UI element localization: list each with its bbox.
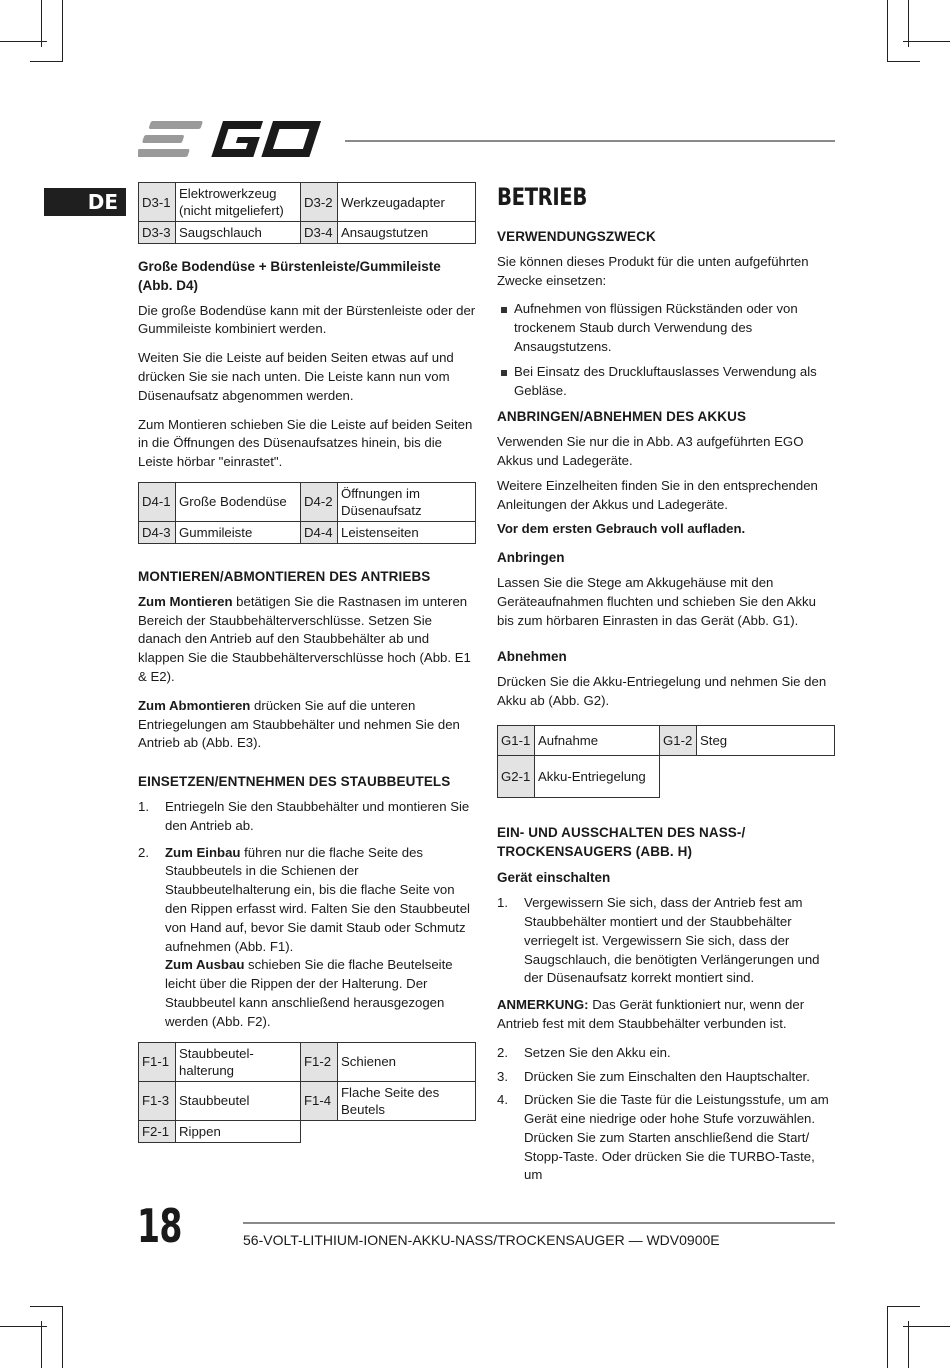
- note-label: ANMERKUNG:: [497, 997, 589, 1013]
- list-item: [497, 1091, 835, 1185]
- step-text: Entriegeln Sie den Staubbehälter und montieren Sie den Antrieb ab.: [165, 798, 470, 833]
- step-number: 2.: [138, 844, 149, 860]
- ego-logo-graphic: [138, 118, 328, 162]
- section-heading: VERWENDUNGSZWECK: [497, 229, 656, 244]
- part-code: F1-2: [301, 1042, 338, 1081]
- step-list: [497, 894, 835, 988]
- section-heading: MONTIEREN/ABMONTIEREN DES ANTRIEBS: [138, 568, 431, 584]
- step-text: führen nur die flache Seite des Staubbeutels in die Schienen der Staubbeutelhalterung ein, bis die flache Seite von den Rippen erfasst wird. Falten Sie den Staubbeutel von Hand auf, bevor Sie damit Staub oder Schmutz aufnehmen (Abb. F1).: [165, 844, 470, 954]
- list-item: [497, 894, 835, 988]
- part-code: D3-4: [301, 222, 338, 244]
- paragraph: [497, 520, 835, 539]
- step-number: 1.: [138, 798, 149, 814]
- crop-mark: [62, 1306, 63, 1368]
- crop-mark: [887, 1306, 920, 1307]
- emphasis: Vor dem ersten Gebrauch voll aufladen.: [497, 521, 746, 537]
- section-heading: Große Bodendüse + Bürstenleiste/Gummileiste (Abb. D4): [138, 259, 441, 293]
- crop-mark: [887, 0, 888, 62]
- step-number: 1.: [497, 895, 508, 911]
- part-label: Gummileiste: [176, 521, 301, 543]
- part-label: Schienen: [338, 1042, 476, 1081]
- table-row: [139, 482, 476, 521]
- subsection-heading: Abnehmen: [497, 649, 567, 665]
- subsection-heading: Anbringen: [497, 550, 565, 566]
- section-heading: ANBRINGEN/ABNEHMEN DES AKKUS: [497, 409, 747, 425]
- emphasis: Zum Einbau: [165, 844, 241, 860]
- step-number: 3.: [497, 1068, 508, 1084]
- part-code: D4-4: [301, 521, 338, 543]
- step-text: schieben Sie die flache Beutelseite leicht über die Rippen der der Halterung. Der Staubbeutel kann anschließend herausgezogen werden (Abb. F2).: [165, 957, 453, 1029]
- crop-mark: [887, 1306, 888, 1368]
- part-code: G2-1: [498, 755, 535, 797]
- part-code: D4-1: [139, 482, 176, 521]
- part-label: Leistenseiten: [338, 521, 476, 543]
- crop-mark: [62, 0, 63, 62]
- table-row: [139, 183, 476, 222]
- paragraph-text: betätigen Sie die Rastnasen im unteren Bereich der Staubbehälterverschlüsse. Setzen Sie danach den Antrieb auf den Staubbehälter ab und klappen Sie die Staubbehälterverschlüsse hoch (Abb. E1 & E2).: [138, 593, 471, 684]
- part-label: Elektrowerkzeug (nicht mitgeliefert): [176, 183, 301, 222]
- part-code: D4-2: [301, 482, 338, 521]
- step-number: 4.: [497, 1092, 508, 1108]
- part-label: Flache Seite des Beutels: [338, 1081, 476, 1120]
- part-label: Große Bodendüse: [176, 482, 301, 521]
- list-item: [497, 1044, 835, 1063]
- crop-mark: [0, 41, 47, 42]
- crop-mark: [30, 61, 63, 62]
- step-list: [138, 798, 476, 1032]
- part-code: D4-3: [139, 521, 176, 543]
- section-heading: EINSETZEN/ENTNEHMEN DES STAUBBEUTELS: [138, 774, 451, 790]
- part-code: F2-1: [139, 1120, 176, 1142]
- paragraph: Drücken Sie die Akku-Entriegelung und nehmen Sie den Akku ab (Abb. G2).: [497, 674, 827, 708]
- table-row: [498, 725, 835, 755]
- parts-table-d3: [138, 182, 476, 244]
- part-code: G1-2: [660, 725, 697, 755]
- crop-mark: [41, 1321, 42, 1368]
- paragraph: Weitere Einzelheiten finden Sie in den entsprechenden Anleitungen der Akkus und Ladegeräte.: [497, 477, 818, 512]
- note-text: Das Gerät funktioniert nur, wenn der Antrieb fest mit dem Staubbehälter verbunden ist.: [497, 997, 805, 1031]
- paragraph: Verwenden Sie nur die in Abb. A3 aufgeführten EGO Akkus und Ladegeräte.: [497, 434, 804, 468]
- crop-mark: [41, 0, 42, 47]
- part-code: D3-3: [139, 222, 176, 244]
- page-number: 18: [137, 1199, 182, 1253]
- crop-mark: [908, 1321, 909, 1368]
- part-code: G1-1: [498, 725, 535, 755]
- step-list: [497, 1044, 835, 1186]
- table-row: [139, 1081, 476, 1120]
- step-text: Vergewissern Sie sich, dass der Antrieb fest am Staubbehälter montiert und der Staubbehälter verriegelt ist. Vergewissern Sie sich, dass der Saugschlauch, die benötigten Verlängerungen und der Düsenaufsatz korrekt montiert sind.: [524, 895, 820, 986]
- part-label: Ansaugstutzen: [338, 222, 476, 244]
- table-row: [139, 521, 476, 543]
- part-label: Staubbeutel-halterung: [176, 1042, 301, 1081]
- paragraph: Die große Bodendüse kann mit der Bürstenleiste oder der Gummileiste kombiniert werden.: [138, 302, 476, 337]
- parts-table-g: [497, 725, 835, 798]
- crop-mark: [0, 1326, 47, 1327]
- part-code: D3-2: [301, 183, 338, 222]
- part-label: Rippen: [176, 1120, 301, 1142]
- footer-title: 56-VOLT-LITHIUM-IONEN-AKKU-NASS/TROCKENSAUGER — WDV0900E: [243, 1232, 720, 1248]
- table-row: [139, 1120, 476, 1142]
- footer-rule: [243, 1222, 835, 1224]
- subsection-heading: Gerät einschalten: [497, 870, 611, 886]
- parts-table-f: [138, 1042, 476, 1143]
- right-column: [497, 182, 835, 1195]
- crop-mark: [903, 1326, 950, 1327]
- paragraph: [138, 697, 476, 753]
- part-label: Aufnahme: [535, 725, 660, 755]
- paragraph: Lassen Sie die Stege am Akkugehäuse mit den Geräteaufnahmen fluchten und schieben Sie den Akku bis zum hörbaren Einrasten in das Gerät (Abb. G1).: [497, 574, 816, 628]
- part-label: Steg: [697, 725, 835, 755]
- table-row: [498, 755, 835, 797]
- table-row: [139, 222, 476, 244]
- left-column: [138, 182, 476, 1157]
- table-row: [139, 1042, 476, 1081]
- crop-mark: [30, 1306, 63, 1307]
- emphasis: Zum Montieren: [138, 593, 233, 609]
- section-heading: EIN- UND AUSSCHALTEN DES NASS-/ TROCKENSAUGERS (ABB. H): [497, 824, 746, 859]
- part-label: Öffnungen im Düsenaufsatz: [338, 482, 476, 521]
- header-rule: [345, 140, 835, 142]
- empty-cell: [301, 1120, 476, 1142]
- paragraph: [138, 593, 476, 687]
- step-number: 2.: [497, 1044, 508, 1060]
- note: [497, 996, 835, 1034]
- crop-mark: [903, 41, 950, 42]
- page-title: BETRIEB: [497, 183, 587, 211]
- emphasis: Zum Ausbau: [165, 957, 245, 973]
- part-label: Saugschlauch: [176, 222, 301, 244]
- paragraph-text: drücken Sie auf die unteren Entriegelungen am Staubbehälter und nehmen Sie den Antrieb ab (Abb. E3).: [138, 697, 460, 751]
- step-text: Drücken Sie die Taste für die Leistungsstufe, um am Gerät eine niedrige oder hohe Stufe vorzuwählen. Drücken Sie zum Starten anschließend die Start/ Stopp-Taste. Oder drücken Sie die TURBO-Taste, um: [524, 1092, 829, 1183]
- part-label: Akku-Entriegelung: [535, 755, 660, 797]
- bullet-list: [497, 300, 835, 400]
- list-item: Bei Einsatz des Druckluftauslasses Verwendung als Gebläse.: [497, 363, 835, 401]
- paragraph: Sie können dieses Produkt für die unten aufgeführten Zwecke einsetzen:: [497, 253, 809, 288]
- part-label: Staubbeutel: [176, 1081, 301, 1120]
- part-code: D3-1: [139, 183, 176, 222]
- part-code: F1-3: [139, 1081, 176, 1120]
- language-tab: DE: [44, 188, 126, 216]
- crop-mark: [887, 61, 920, 62]
- paragraph: Zum Montieren schieben Sie die Leiste auf beiden Seiten in die Öffnungen des Düsenaufsatzes hinein, bis die Leiste hörbar "einrastet".: [138, 416, 473, 470]
- list-item: [497, 1068, 835, 1087]
- empty-cell: [660, 755, 835, 797]
- ego-logo: [138, 118, 328, 168]
- list-item: Aufnehmen von flüssigen Rückständen oder von trockenem Staub durch Verwendung des Ansaugstutzens.: [497, 300, 835, 356]
- paragraph: Weiten Sie die Leiste auf beiden Seiten etwas auf und drücken Sie sie nach unten. Die Leiste kann nun vom Düsenaufsatz abgenommen werden.: [138, 350, 454, 403]
- emphasis: Zum Abmontieren: [138, 697, 251, 713]
- list-item: [138, 798, 476, 836]
- list-item: [138, 844, 476, 1032]
- part-code: F1-4: [301, 1081, 338, 1120]
- step-text: Drücken Sie zum Einschalten den Hauptschalter.: [524, 1068, 810, 1084]
- parts-table-d4: [138, 482, 476, 544]
- part-label: Werkzeugadapter: [338, 183, 476, 222]
- crop-mark: [908, 0, 909, 47]
- step-text: Setzen Sie den Akku ein.: [524, 1044, 671, 1060]
- part-code: F1-1: [139, 1042, 176, 1081]
